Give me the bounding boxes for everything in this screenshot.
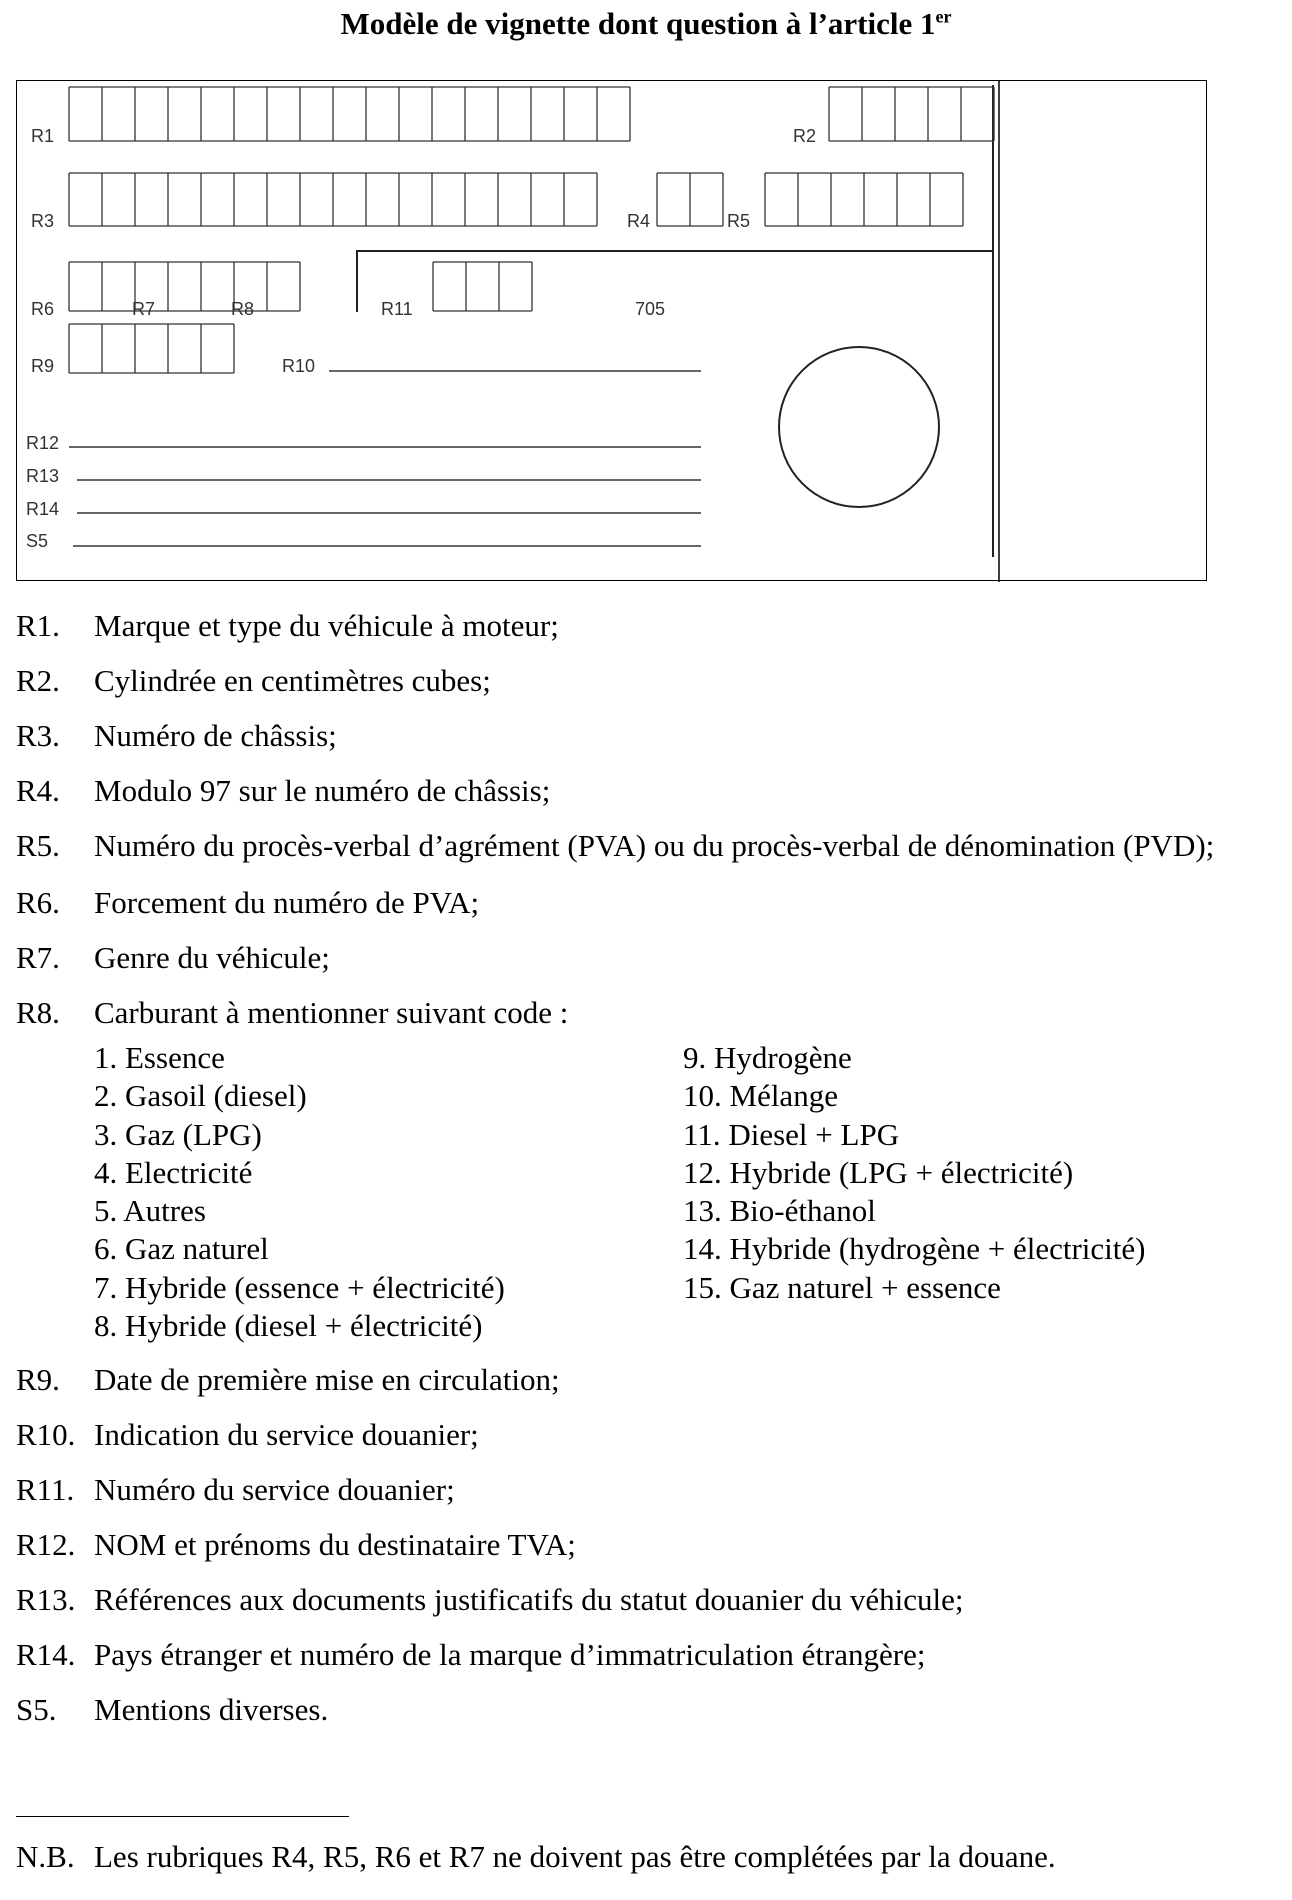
r2-label: R2 bbox=[793, 126, 817, 146]
r3-field bbox=[69, 173, 597, 226]
vignette-number: 705 bbox=[635, 299, 666, 319]
fuel-code: 4. Electricité bbox=[94, 1154, 253, 1190]
legend-item-r12: R12. NOM et prénoms du destinataire TVA; bbox=[16, 1527, 576, 1563]
r8-label: R8 bbox=[231, 299, 255, 319]
legend-item-r7: R7. Genre du véhicule; bbox=[16, 940, 330, 975]
legend-item-r8: R8. Carburant à mentionner suivant code : bbox=[16, 995, 569, 1030]
legend-item-r4: R4. Modulo 97 sur le numéro de châssis; bbox=[16, 773, 551, 808]
fuel-code: 14. Hybride (hydrogène + électricité) bbox=[683, 1231, 1146, 1267]
fuel-code: 1. Essence bbox=[94, 1040, 225, 1075]
legend-item-r11: R11. Numéro du service douanier; bbox=[16, 1472, 455, 1508]
legend-item-r9: R9. Date de première mise en circulation; bbox=[16, 1362, 560, 1398]
footnote-rule bbox=[16, 1816, 349, 1817]
fuel-code: 5. Autres bbox=[94, 1193, 206, 1229]
r1-label: R1 bbox=[31, 126, 55, 146]
fuel-code: 13. Bio-éthanol bbox=[683, 1193, 876, 1229]
legend-item-r5: R5. Numéro du procès-verbal d’agrément (PVA) ou du procès-verbal de dénomination (PVD); bbox=[16, 828, 1215, 863]
legend-item-r2: R2. Cylindrée en centimètres cubes; bbox=[16, 663, 491, 698]
fuel-code: 7. Hybride (essence + électricité) bbox=[94, 1269, 505, 1305]
legend-item-r10: R10. Indication du service douanier; bbox=[16, 1417, 479, 1453]
stamp-circle bbox=[779, 347, 939, 507]
r11-field bbox=[433, 262, 532, 311]
title-superscript: er bbox=[935, 6, 952, 27]
legend-item-r3: R3. Numéro de châssis; bbox=[16, 718, 337, 753]
r4-field bbox=[657, 173, 723, 226]
legend-item-r6: R6. Forcement du numéro de PVA; bbox=[16, 885, 480, 920]
r2-field bbox=[829, 87, 994, 141]
title-text: Modèle de vignette dont question à l’article 1 bbox=[340, 6, 936, 41]
footnote: N.B. Les rubriques R4, R5, R6 et R7 ne doivent pas être complétées par la douane. bbox=[16, 1839, 1056, 1874]
r14-label: R14 bbox=[26, 499, 60, 519]
fuel-code: 10. Mélange bbox=[683, 1078, 838, 1114]
legend-item-s5: S5. Mentions diverses. bbox=[16, 1692, 329, 1728]
r3-label: R3 bbox=[31, 211, 55, 231]
r7-label: R7 bbox=[132, 299, 156, 319]
vignette-drawing bbox=[17, 81, 1208, 582]
fuel-code: 15. Gaz naturel + essence bbox=[683, 1269, 1001, 1305]
fuel-code: 12. Hybride (LPG + électricité) bbox=[683, 1154, 1074, 1190]
fuel-code-list bbox=[16, 1039, 1266, 1345]
s5-label: S5 bbox=[26, 531, 49, 551]
r9-label: R9 bbox=[31, 356, 55, 376]
fuel-code: 11. Diesel + LPG bbox=[683, 1116, 900, 1152]
legend-item-r1: R1. Marque et type du véhicule à moteur; bbox=[16, 608, 559, 643]
fuel-code: 9. Hydrogène bbox=[683, 1040, 852, 1075]
legend-item-r14: R14. Pays étranger et numéro de la marque d’immatriculation étrangère; bbox=[16, 1637, 926, 1673]
r5-field bbox=[765, 173, 963, 226]
fuel-codes-left bbox=[94, 1039, 683, 1345]
r6-label: R6 bbox=[31, 299, 55, 319]
r5-label: R5 bbox=[727, 211, 751, 231]
r9-field bbox=[69, 324, 234, 373]
vignette-model bbox=[16, 80, 1207, 581]
r1-field bbox=[69, 87, 630, 141]
r13-label: R13 bbox=[26, 466, 60, 486]
r11-label: R11 bbox=[381, 299, 413, 319]
section-separator bbox=[357, 251, 992, 312]
fuel-code: 8. Hybride (diesel + électricité) bbox=[94, 1308, 483, 1344]
page-title bbox=[0, 6, 1292, 42]
r4-label: R4 bbox=[627, 211, 651, 231]
legend bbox=[16, 608, 1266, 1747]
fuel-code: 6. Gaz naturel bbox=[94, 1231, 269, 1267]
r10-label: R10 bbox=[282, 356, 316, 376]
fuel-codes-right bbox=[683, 1039, 1283, 1345]
legend-item-r13: R13. Références aux documents justificatifs du statut douanier du véhicule; bbox=[16, 1582, 964, 1618]
r12-label: R12 bbox=[26, 433, 60, 453]
fuel-code: 2. Gasoil (diesel) bbox=[94, 1078, 307, 1114]
r6-r8-fields bbox=[69, 262, 300, 311]
fuel-code: 3. Gaz (LPG) bbox=[94, 1116, 262, 1152]
